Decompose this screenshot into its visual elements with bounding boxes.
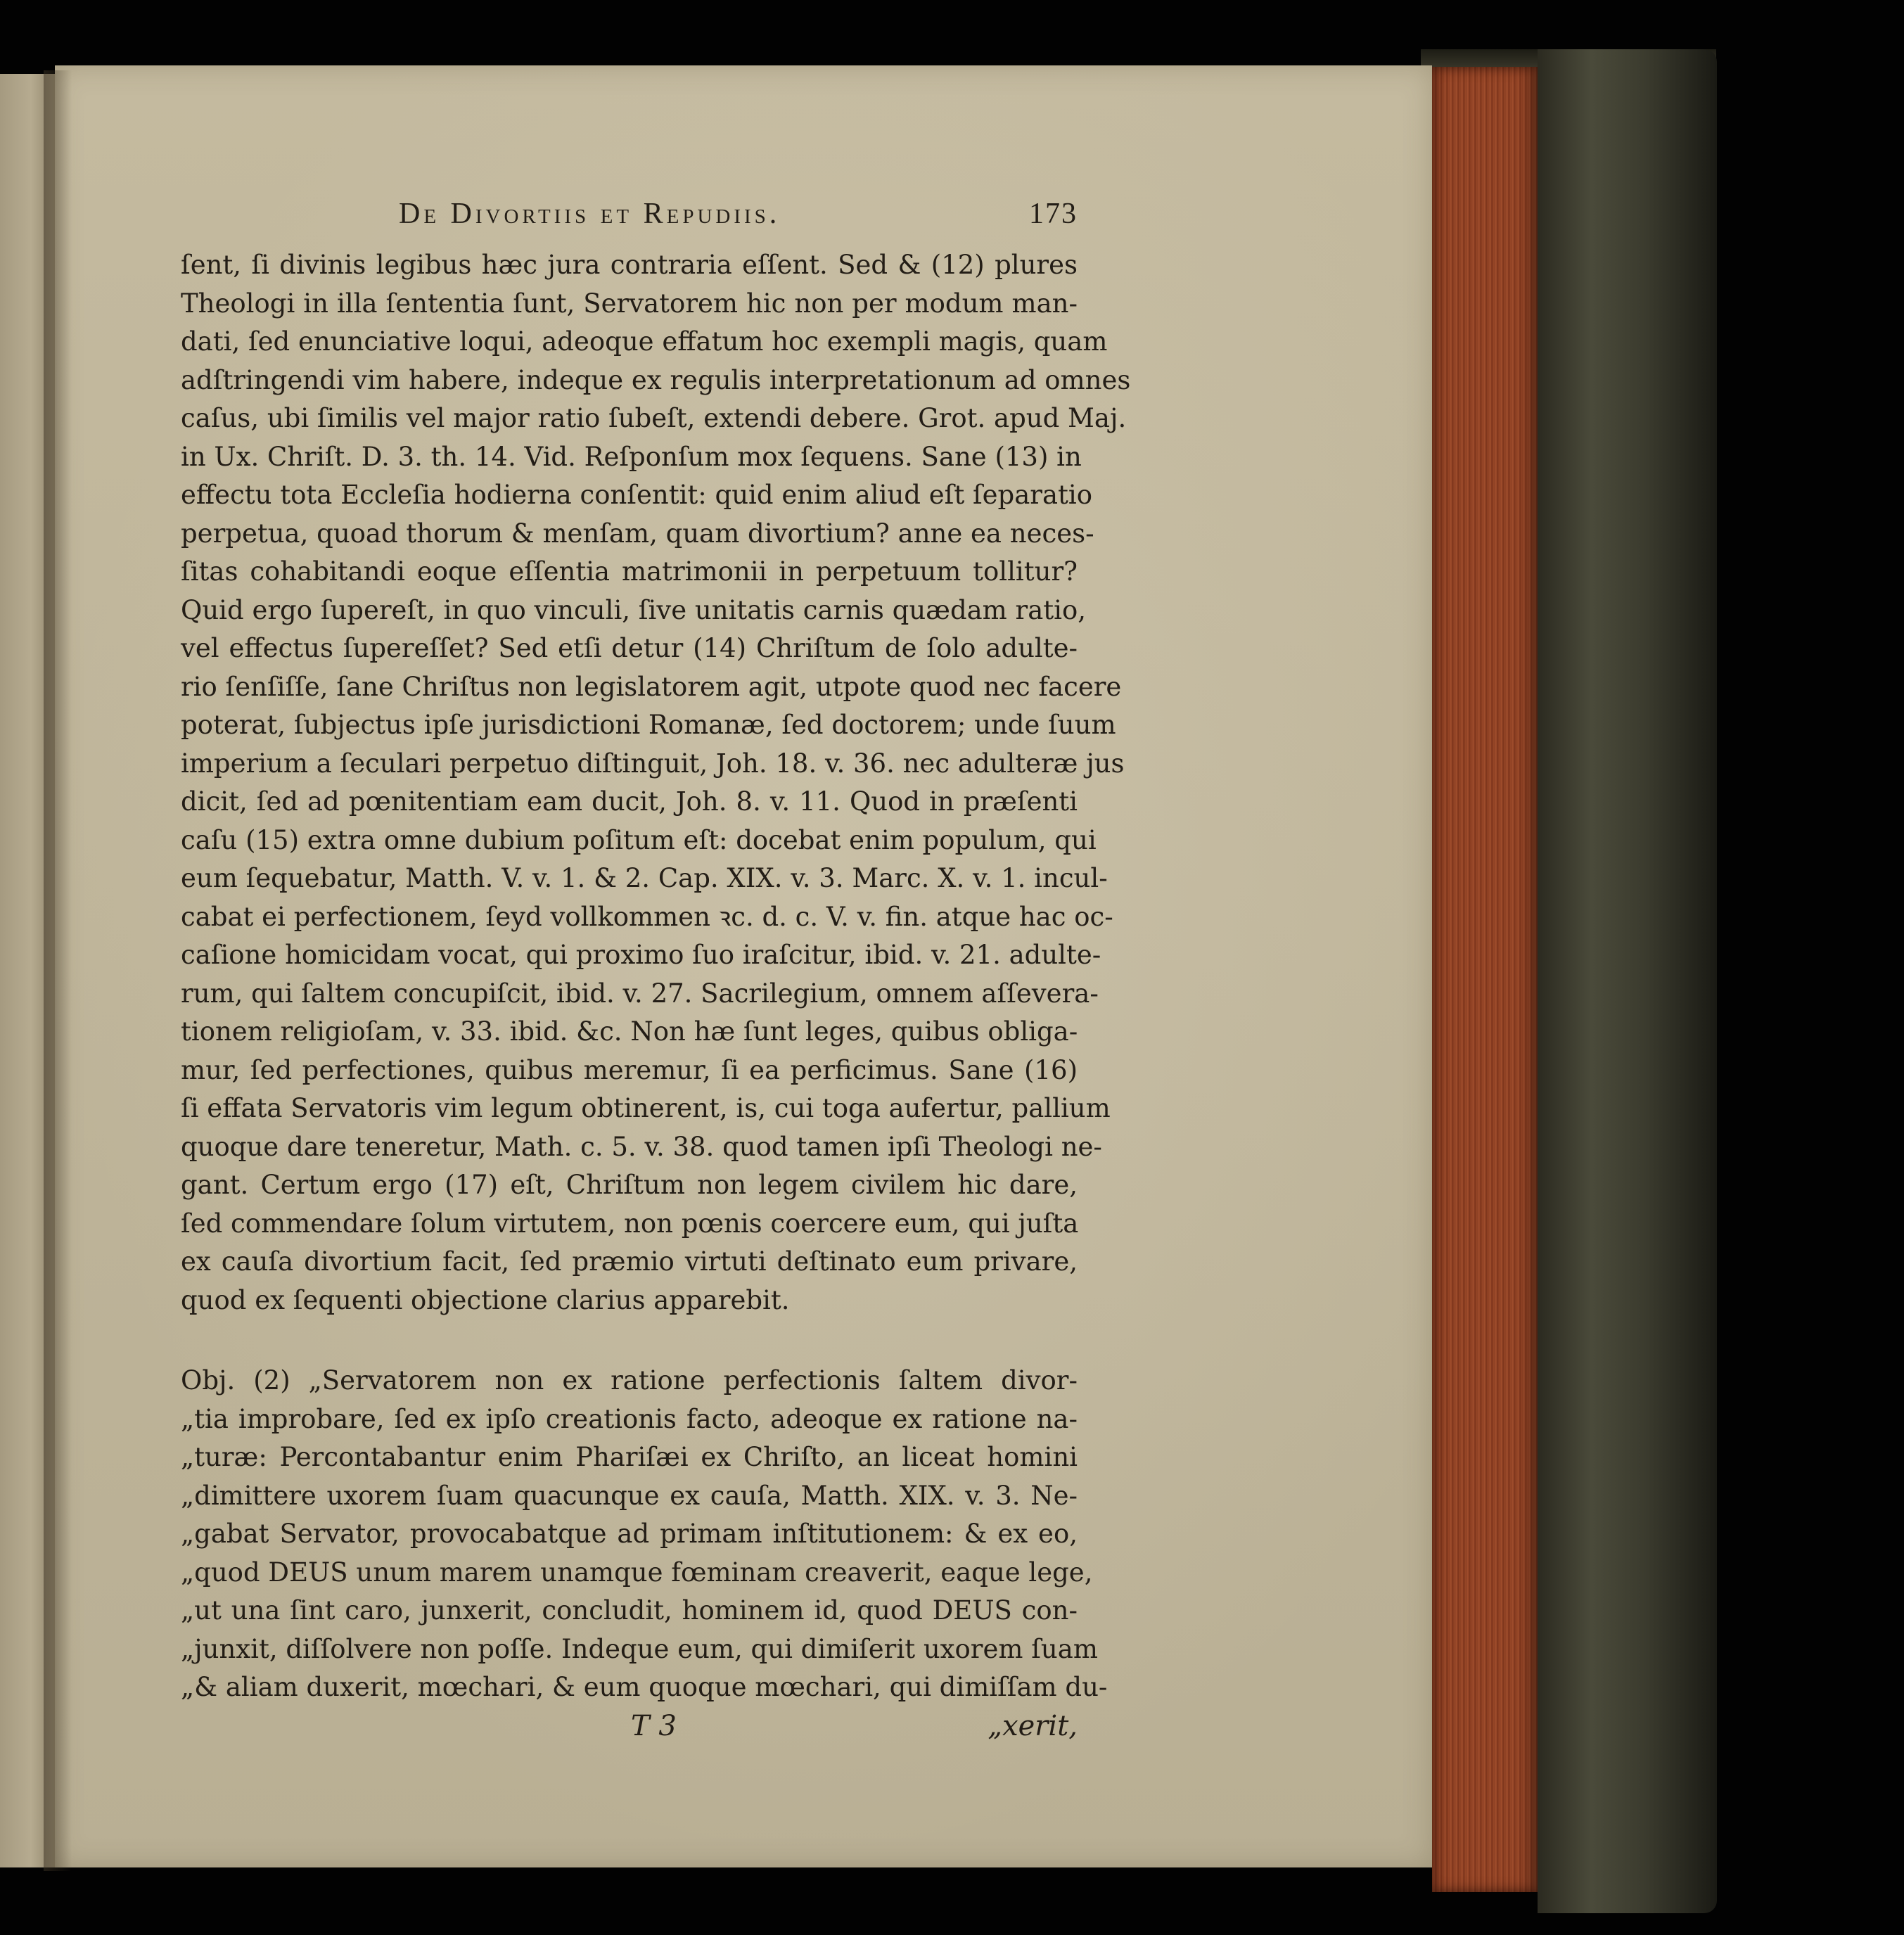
- running-head: [181, 197, 1078, 239]
- text-line: ex cauſa divortium facit, ſed præmio virtuti deſtinato eum privare,: [181, 1246, 1078, 1277]
- running-head-title: De Divortiis et Repudiis.: [399, 198, 781, 230]
- page-number: 173: [1029, 198, 1078, 230]
- text-line: rum, qui ſaltem concupiſcit, ibid. v. 27. Sacrilegium, omnem aſſevera-: [181, 978, 1099, 1009]
- text-line: in Ux. Chriſt. D. 3. th. 14. Vid. Reſponſum mox ſequens. Sane (13) in: [181, 441, 1082, 472]
- text-line: „dimittere uxorem ſuam quacunque ex cauſa, Matth. XIX. v. 3. Ne-: [181, 1480, 1078, 1511]
- text-line: tionem religioſam, v. 33. ibid. &c. Non hæ ſunt leges, quibus obliga-: [181, 1016, 1078, 1047]
- catchword: „xerit,: [988, 1709, 1078, 1742]
- text-line: imperium a ſeculari perpetuo diſtinguit, Joh. 18. v. 36. nec adulteræ jus: [181, 748, 1125, 779]
- text-line: effectu tota Eccleſia hodierna conſentit: quid enim aliud eſt ſeparatio: [181, 480, 1093, 510]
- book-cover: [1538, 49, 1717, 1913]
- text-line: rio ſenſiſſe, ſane Chriſtus non legislatorem agit, utpote quod nec facere: [181, 671, 1122, 702]
- text-line: Obj. (2) „Servatorem non ex ratione perfectionis ſaltem divor-: [181, 1365, 1078, 1396]
- text-line: dati, ſed enunciative loqui, adeoque effatum hoc exempli magis, quam: [181, 326, 1108, 357]
- text-line: adſtringendi vim habere, indeque ex regulis interpretationum ad omnes: [181, 364, 1131, 395]
- text-line: „turæ: Percontabantur enim Phariſæi ex Chriſto, an liceat homini: [181, 1442, 1078, 1472]
- gutter-shadow: [44, 70, 72, 1871]
- text-line: ſed commendare ſolum virtutem, non pœnis coercere eum, qui juſta: [181, 1208, 1079, 1239]
- text-line: „quod DEUS unum marem unamque fœminam creaverit, eaque lege,: [181, 1557, 1093, 1588]
- text-line: quoque dare teneretur, Math. c. 5. v. 38. quod tamen ipſi Theologi ne-: [181, 1131, 1102, 1162]
- text-line: „gabat Servator, provocabatque ad primam inſtitutionem: & ex eo,: [181, 1519, 1078, 1549]
- text-line: mur, ſed perfectiones, quibus meremur, ſi ea perficimus. Sane (16): [181, 1054, 1078, 1085]
- text-line: Quid ergo ſupereſt, in quo vinculi, ſive unitatis carnis quædam ratio,: [181, 594, 1087, 625]
- paragraph-main: [181, 246, 1131, 1320]
- text-line: poterat, ſubjectus ipſe jurisdictioni Romanæ, ſed doctorem; unde ſuum: [181, 710, 1116, 740]
- text-line: ſent, ſi divinis legibus hæc jura contraria eſſent. Sed & (12) plures: [181, 250, 1078, 280]
- text-line: cabat ei perfectionem, ſeyd vollkommen ꝛc. d. c. V. v. fin. atque hac oc-: [181, 901, 1113, 932]
- signature-mark: T 3: [631, 1709, 677, 1742]
- text-line: quod ex ſequenti objectione clarius apparebit.: [181, 1284, 790, 1315]
- text-line: ſitas cohabitandi eoque eſſentia matrimonii in perpetuum tollitur?: [181, 556, 1078, 587]
- text-line: caſione homicidam vocat, qui proximo ſuo iraſcitur, ibid. v. 21. adulte-: [181, 940, 1101, 970]
- paragraph-gap: [181, 1320, 1078, 1355]
- text-line: caſus, ubi ſimilis vel major ratio ſubeſt, extendi debere. Grot. apud Maj.: [181, 403, 1127, 433]
- text-line: ſi effata Servatoris vim legum obtinerent, is, cui toga aufertur, pallium: [181, 1093, 1111, 1123]
- text-line: perpetua, quoad thorum & menſam, quam divortium? anne ea neces-: [181, 518, 1094, 549]
- text-line: „tia improbare, ſed ex ipſo creationis facto, adeoque ex ratione na-: [181, 1403, 1078, 1434]
- text-line: „junxit, diſſolvere non poſſe. Indeque eum, qui dimiſerit uxorem ſuam: [181, 1633, 1098, 1664]
- text-line: eum ſequebatur, Matth. V. v. 1. & 2. Cap. XIX. v. 3. Marc. X. v. 1. incul-: [181, 863, 1108, 893]
- text-block: [181, 197, 1131, 1749]
- text-line: caſu (15) extra omne dubium poſitum eſt: docebat enim populum, qui: [181, 824, 1097, 855]
- text-line: „ut una ſint caro, junxerit, concludit, hominem id, quod DEUS con-: [181, 1595, 1078, 1626]
- page-fore-edge: [1432, 67, 1538, 1892]
- paragraph-objection: [181, 1362, 1108, 1707]
- text-line: gant. Certum ergo (17) eſt, Chriſtum non legem civilem hic dare,: [181, 1170, 1078, 1200]
- text-line: Theologi in illa ſententia ſunt, Servatorem hic non per modum man-: [181, 288, 1078, 319]
- text-line: vel effectus ſupereſſet? Sed etſi detur (14) Chriſtum de ſolo adulte-: [181, 633, 1078, 663]
- text-line: „& aliam duxerit, mœchari, & eum quoque mœchari, qui dimiſſam du-: [181, 1672, 1108, 1702]
- text-line: dicit, ſed ad pœnitentiam eam ducit, Joh. 8. v. 11. Quod in præſenti: [181, 786, 1078, 817]
- page-footer: [181, 1710, 1078, 1749]
